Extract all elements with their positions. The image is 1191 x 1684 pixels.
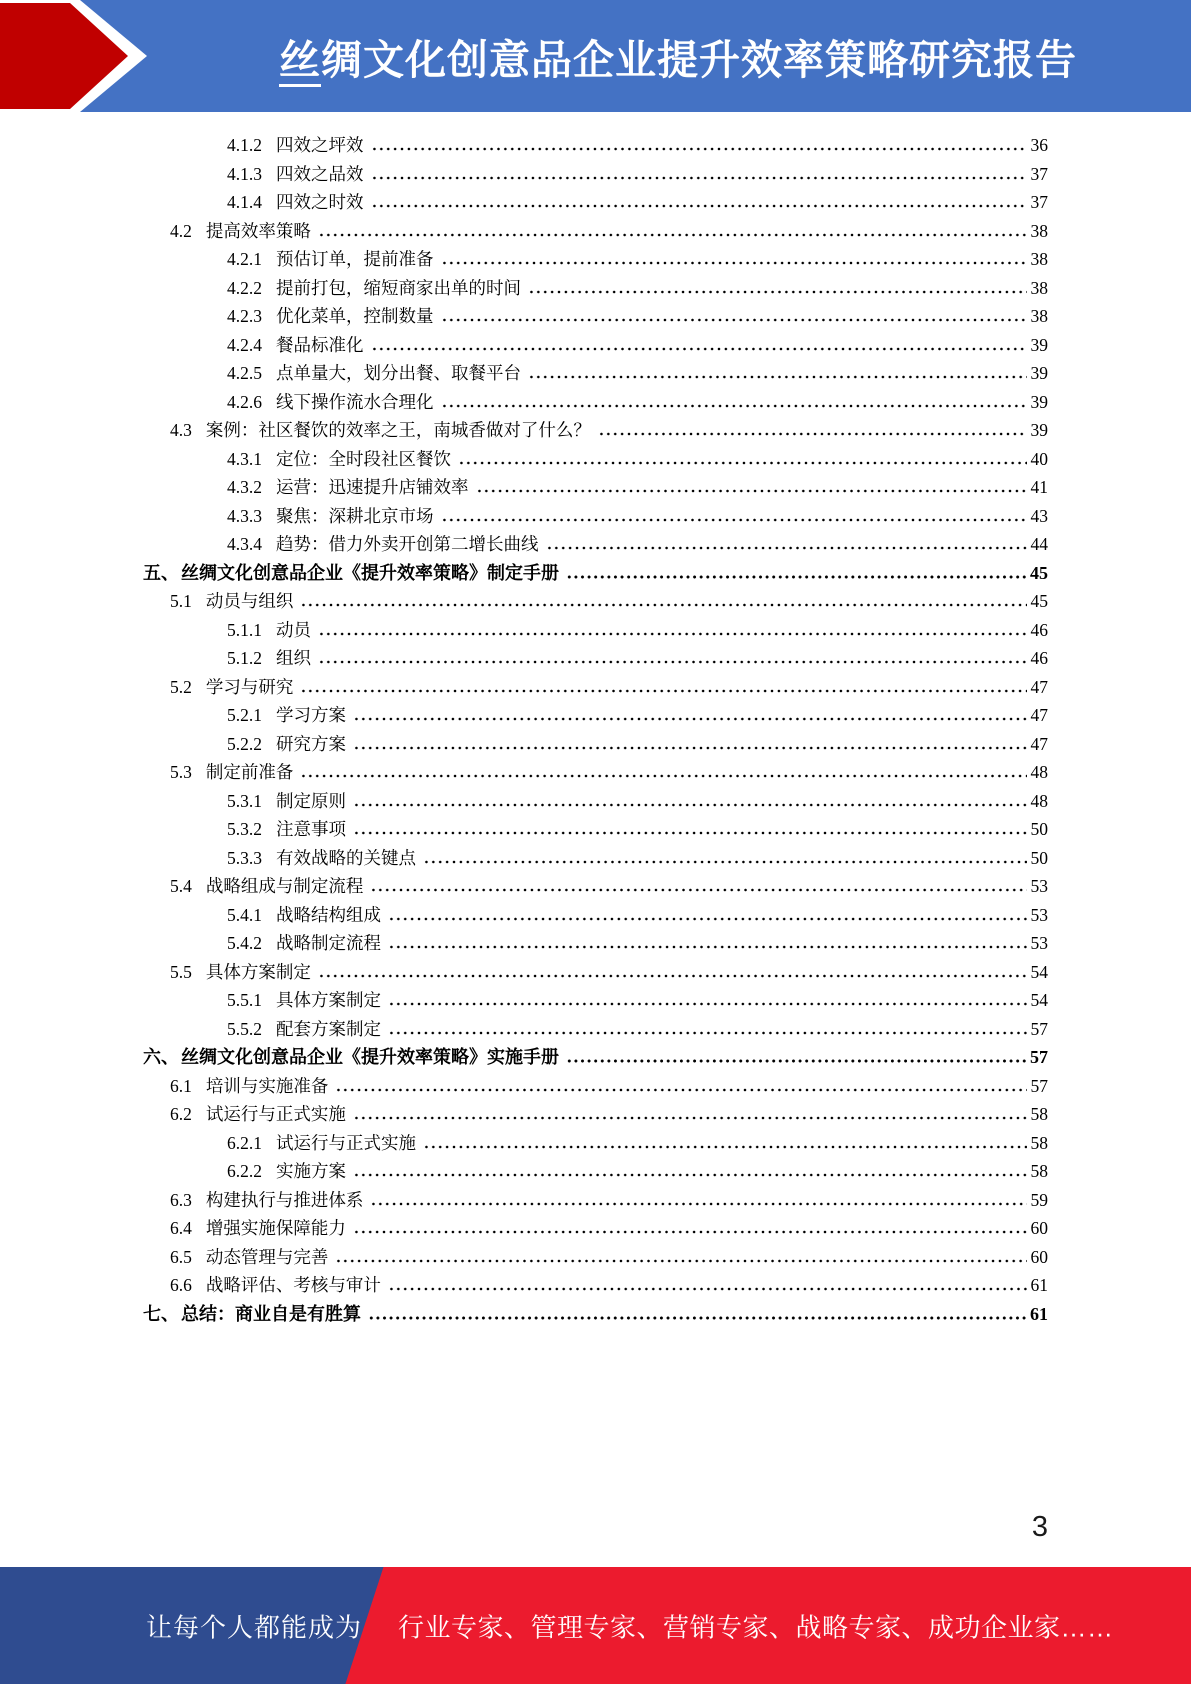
toc-entry-number: 五、 bbox=[143, 562, 179, 583]
toc-entry-title: 四效之时效 bbox=[276, 192, 364, 212]
toc-entry-number: 5.5 bbox=[170, 961, 192, 982]
toc-entry[interactable] bbox=[0, 872, 1048, 901]
toc-entry-number: 5.5.2 bbox=[227, 1018, 262, 1039]
toc-entry-title: 总结：商业自是有胜算 bbox=[181, 1303, 361, 1324]
toc-entry-page: 41 bbox=[1030, 477, 1048, 497]
toc-entry[interactable] bbox=[0, 730, 1048, 759]
toc-entry-title: 具体方案制定 bbox=[276, 990, 381, 1010]
toc-entry-number: 5.3 bbox=[170, 762, 192, 782]
toc-entry-number: 5.1.2 bbox=[227, 648, 262, 668]
toc-entry-title: 线下操作流水合理化 bbox=[276, 391, 434, 412]
toc-entry-page: 38 bbox=[1030, 306, 1048, 326]
toc-entry-title: 研究方案 bbox=[276, 733, 346, 754]
toc-entry-title: 聚焦：深耕北京市场 bbox=[276, 505, 434, 526]
toc-entry-title: 预估订单，提前准备 bbox=[276, 249, 434, 269]
toc-entry-page: 54 bbox=[1030, 990, 1048, 1010]
toc-entry-number: 5.2 bbox=[170, 676, 192, 697]
toc-entry-page: 39 bbox=[1030, 420, 1048, 440]
toc-entry-number: 6.2.2 bbox=[227, 1161, 262, 1181]
toc-entry-title: 学习方案 bbox=[276, 705, 346, 725]
toc-entry-title: 趋势：借力外卖开创第二增长曲线 bbox=[276, 534, 539, 554]
toc-entry-page: 38 bbox=[1030, 277, 1048, 298]
toc-entry-title: 战略结构组成 bbox=[276, 904, 381, 925]
toc-entry-title: 战略制定流程 bbox=[276, 933, 381, 953]
toc-entry[interactable] bbox=[0, 958, 1048, 987]
toc-entry[interactable] bbox=[0, 302, 1048, 331]
toc-entry-title: 试运行与正式实施 bbox=[205, 1104, 346, 1124]
toc-entry-page: 47 bbox=[1030, 676, 1048, 697]
toc-entry-title: 丝绸文化创意品企业《提升效率策略》实施手册 bbox=[181, 1047, 559, 1067]
toc-entry-page: 39 bbox=[1030, 391, 1048, 412]
toc-entry-title: 优化菜单，控制数量 bbox=[276, 306, 434, 326]
toc-entry-page: 50 bbox=[1030, 819, 1048, 839]
toc-entry-number: 4.3.3 bbox=[227, 505, 262, 526]
toc-entry-page: 48 bbox=[1030, 790, 1048, 811]
toc-entry-number: 6.3 bbox=[170, 1189, 192, 1210]
toc-entry[interactable] bbox=[0, 530, 1048, 559]
toc-entry-title: 增强实施保障能力 bbox=[205, 1218, 346, 1238]
toc-entry[interactable] bbox=[0, 701, 1048, 730]
toc-entry-page: 53 bbox=[1030, 876, 1048, 896]
toc-entry[interactable] bbox=[0, 1300, 1048, 1329]
toc-entry-title: 定位：全时段社区餐饮 bbox=[276, 448, 451, 469]
toc-entry-number: 6.2.1 bbox=[227, 1132, 262, 1153]
toc-entry-number: 6.5 bbox=[170, 1246, 192, 1267]
toc-entry-page: 37 bbox=[1030, 163, 1048, 184]
toc-entry-title: 动员 bbox=[276, 619, 311, 640]
toc-entry-number: 5.1 bbox=[170, 591, 192, 611]
toc-entry-page: 58 bbox=[1030, 1104, 1048, 1124]
footer-banner bbox=[0, 1567, 1191, 1684]
toc-entry[interactable] bbox=[0, 929, 1048, 958]
toc-entry-number: 4.2 bbox=[170, 220, 192, 241]
toc-entry[interactable] bbox=[0, 644, 1048, 673]
toc-entry-number: 六、 bbox=[143, 1047, 179, 1067]
toc-entry[interactable] bbox=[0, 616, 1048, 645]
toc-entry[interactable] bbox=[0, 1271, 1048, 1300]
toc-entry[interactable] bbox=[0, 245, 1048, 274]
toc-entry-page: 58 bbox=[1030, 1132, 1048, 1153]
toc-entry-page: 60 bbox=[1030, 1246, 1048, 1267]
toc-entry-number: 6.2 bbox=[170, 1104, 192, 1124]
toc-entry-page: 60 bbox=[1030, 1218, 1048, 1238]
toc-entry-page: 40 bbox=[1030, 448, 1048, 469]
toc-entry-page: 47 bbox=[1030, 705, 1048, 725]
toc-entry-title: 试运行与正式实施 bbox=[276, 1132, 416, 1153]
toc-entry[interactable] bbox=[0, 331, 1048, 360]
toc-entry[interactable] bbox=[0, 815, 1048, 844]
toc-entry-number: 5.5.1 bbox=[227, 990, 262, 1010]
toc-entry-title: 丝绸文化创意品企业《提升效率策略》制定手册 bbox=[181, 562, 559, 583]
toc-entry-title: 运营：迅速提升店铺效率 bbox=[276, 477, 469, 497]
toc-entry[interactable] bbox=[0, 787, 1048, 816]
toc-entry-number: 5.2.2 bbox=[227, 733, 262, 754]
toc-entry-page: 46 bbox=[1030, 619, 1048, 640]
toc-entry-page: 45 bbox=[1030, 591, 1048, 611]
toc-entry-number: 4.2.1 bbox=[227, 249, 262, 269]
toc-entry-number: 5.3.3 bbox=[227, 847, 262, 868]
toc-entry-title: 战略组成与制定流程 bbox=[205, 876, 364, 896]
toc-entry-title: 战略评估、考核与审计 bbox=[205, 1275, 381, 1295]
toc-entry[interactable] bbox=[0, 217, 1048, 246]
toc-entry-number: 4.1.3 bbox=[227, 163, 262, 184]
toc-entry[interactable] bbox=[0, 388, 1048, 417]
toc-entry[interactable] bbox=[0, 1100, 1048, 1129]
toc-entry[interactable] bbox=[0, 758, 1048, 787]
toc-entry-title: 案例：社区餐饮的效率之王，南城香做对了什么？ bbox=[205, 420, 591, 440]
toc-entry-title: 注意事项 bbox=[276, 819, 346, 839]
toc-entry-number: 6.6 bbox=[170, 1275, 192, 1295]
toc-entry-number: 6.1 bbox=[170, 1075, 192, 1096]
toc-entry-title: 培训与实施准备 bbox=[205, 1075, 329, 1096]
toc-entry-page: 36 bbox=[1030, 135, 1048, 155]
toc-entry-number: 4.2.2 bbox=[227, 277, 262, 298]
toc-entry-page: 59 bbox=[1030, 1189, 1048, 1210]
toc-entry-number: 5.1.1 bbox=[227, 619, 262, 640]
report-header-banner bbox=[0, 0, 1191, 112]
toc-entry-page: 57 bbox=[1030, 1075, 1048, 1096]
toc-entry-page: 61 bbox=[1030, 1303, 1048, 1324]
toc-entry-number: 七、 bbox=[143, 1303, 179, 1324]
toc-entry-number: 4.2.4 bbox=[227, 334, 262, 355]
toc-entry-page: 57 bbox=[1030, 1047, 1048, 1067]
footer-slogan-left: 让每个人都能成为 bbox=[146, 1612, 363, 1642]
toc-entry-title: 配套方案制定 bbox=[276, 1018, 381, 1039]
toc-entry-number: 4.2.3 bbox=[227, 306, 262, 326]
toc-entry-title: 动态管理与完善 bbox=[205, 1246, 329, 1267]
toc-entry-title: 构建执行与推进体系 bbox=[205, 1189, 364, 1210]
toc-entry[interactable] bbox=[0, 188, 1048, 217]
toc-entry[interactable] bbox=[0, 502, 1048, 531]
toc-entry-page: 39 bbox=[1030, 363, 1048, 383]
toc-entry-title: 具体方案制定 bbox=[205, 961, 311, 982]
page-number: 3 bbox=[1031, 1511, 1048, 1543]
toc-entry[interactable] bbox=[0, 160, 1048, 189]
report-title: 丝绸文化创意品企业提升效率策略研究报告 bbox=[0, 27, 1191, 86]
toc-entry-page: 50 bbox=[1030, 847, 1048, 868]
toc-entry[interactable] bbox=[0, 359, 1048, 388]
toc-entry-page: 44 bbox=[1030, 534, 1048, 554]
toc-entry[interactable] bbox=[0, 274, 1048, 303]
toc-entry[interactable] bbox=[0, 673, 1048, 702]
toc-entry-number: 4.3 bbox=[170, 420, 192, 440]
toc-entry-number: 6.4 bbox=[170, 1218, 192, 1238]
toc-entry-page: 38 bbox=[1030, 249, 1048, 269]
toc-entry-page: 38 bbox=[1030, 220, 1048, 241]
toc-entry-title: 制定原则 bbox=[276, 790, 346, 811]
toc-entry-number: 4.1.2 bbox=[227, 135, 262, 155]
toc-entry[interactable] bbox=[0, 416, 1048, 445]
toc-entry-page: 37 bbox=[1030, 192, 1048, 212]
toc-entry-title: 点单量大，划分出餐、取餐平台 bbox=[276, 363, 521, 383]
toc-entry-number: 5.2.1 bbox=[227, 705, 262, 725]
toc-entry-page: 53 bbox=[1030, 933, 1048, 953]
toc-entry-page: 46 bbox=[1030, 648, 1048, 668]
toc-entry[interactable] bbox=[0, 1243, 1048, 1272]
toc-entry[interactable] bbox=[0, 1129, 1048, 1158]
toc-entry[interactable] bbox=[0, 986, 1048, 1015]
toc-entry-page: 39 bbox=[1030, 334, 1048, 355]
toc-entry-number: 4.3.4 bbox=[227, 534, 262, 554]
table-of-contents bbox=[0, 131, 1048, 1328]
arrow-chevron-icon bbox=[0, 0, 170, 112]
toc-entry-title: 组织 bbox=[276, 648, 311, 668]
toc-entry-title: 餐品标准化 bbox=[276, 334, 364, 355]
toc-entry-number: 4.2.6 bbox=[227, 391, 262, 412]
toc-entry[interactable] bbox=[0, 1072, 1048, 1101]
toc-entry[interactable] bbox=[0, 1214, 1048, 1243]
footer-slogan-right: 行业专家、管理专家、营销专家、战略专家、成功企业家…… bbox=[398, 1612, 1114, 1642]
toc-entry-page: 57 bbox=[1030, 1018, 1048, 1039]
toc-entry-number: 5.4.1 bbox=[227, 904, 262, 925]
toc-entry[interactable] bbox=[0, 901, 1048, 930]
toc-entry-page: 53 bbox=[1030, 904, 1048, 925]
toc-entry-title: 提前打包，缩短商家出单的时间 bbox=[276, 277, 521, 298]
toc-entry[interactable] bbox=[0, 1186, 1048, 1215]
toc-entry-page: 54 bbox=[1030, 961, 1048, 982]
toc-entry-number: 4.1.4 bbox=[227, 192, 262, 212]
toc-entry-title: 四效之坪效 bbox=[276, 135, 364, 155]
toc-entry-number: 5.4.2 bbox=[227, 933, 262, 953]
toc-entry[interactable] bbox=[0, 587, 1048, 616]
toc-entry-title: 制定前准备 bbox=[205, 762, 294, 782]
toc-entry-number: 4.3.2 bbox=[227, 477, 262, 497]
toc-entry-title: 有效战略的关键点 bbox=[276, 847, 416, 868]
toc-entry-page: 47 bbox=[1030, 733, 1048, 754]
toc-entry[interactable] bbox=[0, 1043, 1048, 1072]
toc-entry[interactable] bbox=[0, 844, 1048, 873]
toc-entry[interactable] bbox=[0, 473, 1048, 502]
toc-entry-title: 动员与组织 bbox=[205, 591, 294, 611]
toc-entry-page: 45 bbox=[1030, 562, 1048, 583]
toc-entry-number: 5.4 bbox=[170, 876, 192, 896]
toc-entry-title: 实施方案 bbox=[276, 1161, 346, 1181]
toc-entry-page: 58 bbox=[1030, 1161, 1048, 1181]
toc-entry-number: 4.3.1 bbox=[227, 448, 262, 469]
toc-entry-title: 学习与研究 bbox=[205, 676, 294, 697]
toc-entry[interactable] bbox=[0, 559, 1048, 588]
toc-entry-page: 48 bbox=[1030, 762, 1048, 782]
toc-entry[interactable] bbox=[0, 1015, 1048, 1044]
toc-entry[interactable] bbox=[0, 445, 1048, 474]
toc-entry-page: 43 bbox=[1030, 505, 1048, 526]
toc-entry-number: 4.2.5 bbox=[227, 363, 262, 383]
toc-entry-title: 四效之品效 bbox=[276, 163, 364, 184]
toc-entry-title: 提高效率策略 bbox=[205, 220, 311, 241]
toc-entry[interactable] bbox=[0, 131, 1048, 160]
toc-entry[interactable] bbox=[0, 1157, 1048, 1186]
toc-entry-number: 5.3.1 bbox=[227, 790, 262, 811]
toc-entry-number: 5.3.2 bbox=[227, 819, 262, 839]
report-title-first-char: 丝 bbox=[279, 37, 321, 87]
toc-entry-page: 61 bbox=[1030, 1275, 1048, 1295]
